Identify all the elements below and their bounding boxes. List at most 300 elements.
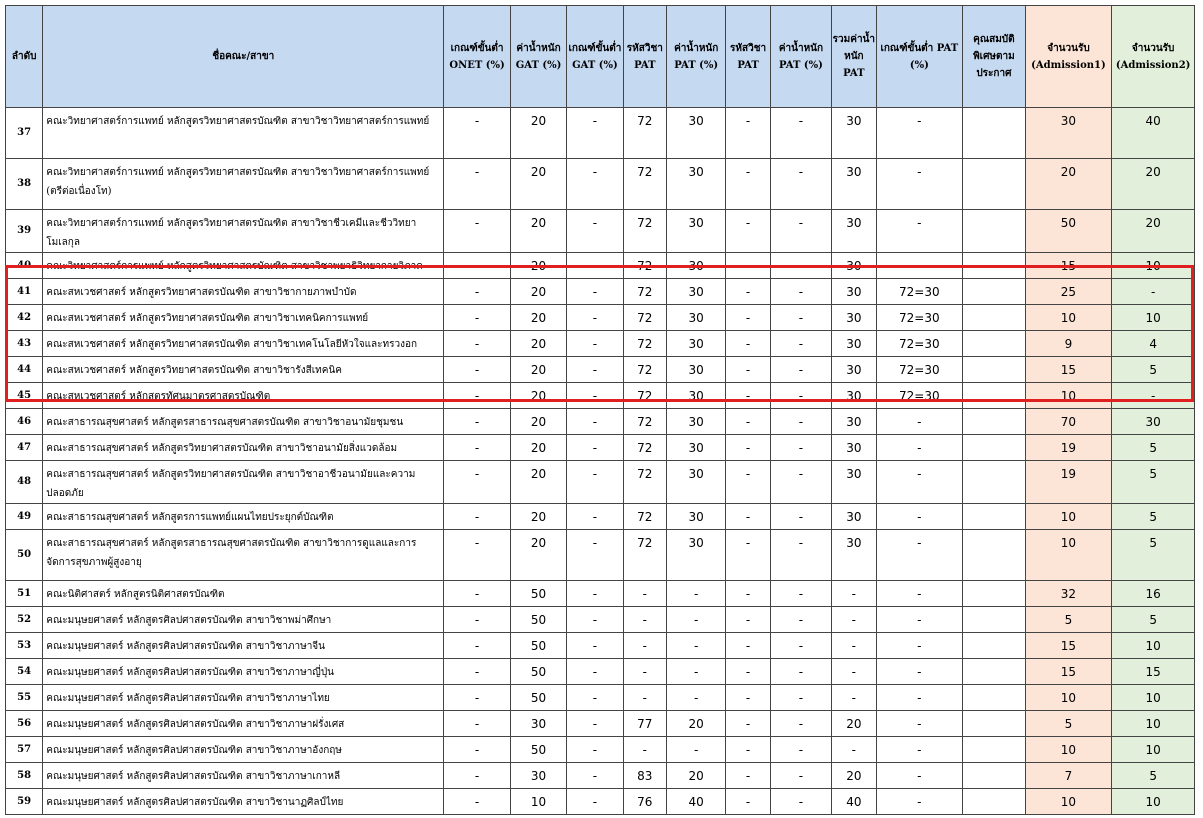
admission1-cell: 15 <box>1025 633 1112 659</box>
admission1-cell: 10 <box>1025 383 1112 409</box>
pat2-weight-cell: - <box>770 159 831 210</box>
pat1-code-cell: 76 <box>623 789 666 815</box>
pat2-weight-cell: - <box>770 108 831 159</box>
admission1-cell: 10 <box>1025 737 1112 763</box>
admission2-cell: - <box>1112 383 1195 409</box>
admission1-cell: 5 <box>1025 607 1112 633</box>
table-row <box>6 504 1195 530</box>
gat-weight-cell: 30 <box>510 711 566 737</box>
onet-min-cell: - <box>444 461 511 504</box>
row-index-cell: 46 <box>6 409 43 435</box>
pat2-code-cell: - <box>726 607 770 633</box>
special-cell <box>963 279 1025 305</box>
pat-min-cell: - <box>876 633 963 659</box>
gat-weight-cell: 50 <box>510 685 566 711</box>
pat2-code-cell: - <box>726 633 770 659</box>
special-cell <box>963 305 1025 331</box>
pat2-code-cell: - <box>726 210 770 253</box>
program-name-cell: คณะสหเวชศาสตร์ หลักสูตรวิทยาศาสตรบัณฑิต สาขาวิชากายภาพบำบัด <box>43 279 444 305</box>
admission1-cell: 32 <box>1025 581 1112 607</box>
program-name-cell: คณะสาธารณสุขศาสตร์ หลักสูตรวิทยาศาสตรบัณฑิต สาขาวิชาอาชีวอนามัยและความปลอดภัย <box>43 461 444 504</box>
pat-total-cell: 40 <box>832 789 876 815</box>
row-index-cell: 47 <box>6 435 43 461</box>
onet-min-cell: - <box>444 530 511 581</box>
pat1-code-cell: 72 <box>623 461 666 504</box>
pat1-weight-cell: - <box>666 633 725 659</box>
pat1-weight-cell: 30 <box>666 305 725 331</box>
pat1-code-cell: 72 <box>623 435 666 461</box>
pat1-weight-cell: 20 <box>666 763 725 789</box>
pat-total-cell: 30 <box>832 461 876 504</box>
program-name-cell: คณะมนุษยศาสตร์ หลักสูตรศิลปศาสตรบัณฑิต สาขาวิชาภาษาเกาหลี <box>43 763 444 789</box>
pat1-code-cell: 72 <box>623 504 666 530</box>
admission2-cell: 10 <box>1112 253 1195 279</box>
pat-total-cell: - <box>832 659 876 685</box>
admission2-cell: 5 <box>1112 763 1195 789</box>
gat-min-cell: - <box>567 530 623 581</box>
pat-min-cell: 72=30 <box>876 331 963 357</box>
special-cell <box>963 357 1025 383</box>
special-cell <box>963 789 1025 815</box>
pat-min-cell: 72=30 <box>876 383 963 409</box>
onet-min-cell: - <box>444 210 511 253</box>
pat2-weight-cell: - <box>770 435 831 461</box>
program-name-cell: คณะวิทยาศาสตร์การแพทย์ หลักสูตรวิทยาศาสตรบัณฑิต สาขาวิชาพยาธิวิทยากายวิภาค <box>43 253 444 279</box>
header-pat-total: รวมค่าน้ำหนัก PAT <box>832 6 876 108</box>
row-index-cell: 42 <box>6 305 43 331</box>
special-cell <box>963 331 1025 357</box>
special-cell <box>963 383 1025 409</box>
admission2-cell: 10 <box>1112 789 1195 815</box>
admission1-cell: 19 <box>1025 435 1112 461</box>
pat2-code-cell: - <box>726 461 770 504</box>
pat-total-cell: 20 <box>832 711 876 737</box>
onet-min-cell: - <box>444 108 511 159</box>
pat-min-cell: - <box>876 659 963 685</box>
pat-total-cell: 30 <box>832 159 876 210</box>
row-index-cell: 49 <box>6 504 43 530</box>
gat-min-cell: - <box>567 409 623 435</box>
pat1-weight-cell: - <box>666 685 725 711</box>
pat1-weight-cell: - <box>666 581 725 607</box>
gat-min-cell: - <box>567 461 623 504</box>
admission1-cell: 9 <box>1025 331 1112 357</box>
pat1-code-cell: - <box>623 607 666 633</box>
admission1-cell: 10 <box>1025 504 1112 530</box>
gat-weight-cell: 20 <box>510 279 566 305</box>
pat1-code-cell: - <box>623 633 666 659</box>
table-row <box>6 763 1195 789</box>
pat-min-cell: - <box>876 737 963 763</box>
pat1-weight-cell: 30 <box>666 435 725 461</box>
row-index-cell: 44 <box>6 357 43 383</box>
pat1-weight-cell: 30 <box>666 461 725 504</box>
onet-min-cell: - <box>444 159 511 210</box>
gat-weight-cell: 20 <box>510 108 566 159</box>
pat1-code-cell: 72 <box>623 210 666 253</box>
program-name-cell: คณะมนุษยศาสตร์ หลักสูตรศิลปศาสตรบัณฑิต สาขาวิชาพม่าศึกษา <box>43 607 444 633</box>
pat1-code-cell: 72 <box>623 279 666 305</box>
row-index-cell: 45 <box>6 383 43 409</box>
pat1-code-cell: 72 <box>623 530 666 581</box>
admission1-cell: 5 <box>1025 711 1112 737</box>
pat-min-cell: - <box>876 409 963 435</box>
table-row <box>6 737 1195 763</box>
row-index-cell: 56 <box>6 711 43 737</box>
onet-min-cell: - <box>444 383 511 409</box>
pat-min-cell: - <box>876 581 963 607</box>
program-name-cell: คณะสหเวชศาสตร์ หลักสูตรทัศนมาตรศาสตรบัณฑิต <box>43 383 444 409</box>
gat-weight-cell: 20 <box>510 357 566 383</box>
pat-min-cell: - <box>876 253 963 279</box>
pat2-weight-cell: - <box>770 383 831 409</box>
pat1-code-cell: 72 <box>623 409 666 435</box>
header-row <box>6 6 1195 108</box>
pat1-code-cell: 72 <box>623 108 666 159</box>
pat-total-cell: - <box>832 633 876 659</box>
admission1-cell: 20 <box>1025 159 1112 210</box>
table-row <box>6 210 1195 253</box>
gat-min-cell: - <box>567 711 623 737</box>
special-cell <box>963 737 1025 763</box>
admission1-cell: 7 <box>1025 763 1112 789</box>
pat-min-cell: 72=30 <box>876 357 963 383</box>
table-row <box>6 331 1195 357</box>
program-name-cell: คณะวิทยาศาสตร์การแพทย์ หลักสูตรวิทยาศาสตรบัณฑิต สาขาวิชาชีวเคมีและชีววิทยาโมเลกุล <box>43 210 444 253</box>
pat2-weight-cell: - <box>770 331 831 357</box>
pat2-weight-cell: - <box>770 279 831 305</box>
row-index-cell: 52 <box>6 607 43 633</box>
onet-min-cell: - <box>444 357 511 383</box>
admission1-cell: 50 <box>1025 210 1112 253</box>
pat2-weight-cell: - <box>770 607 831 633</box>
onet-min-cell: - <box>444 435 511 461</box>
special-cell <box>963 253 1025 279</box>
program-name-cell: คณะมนุษยศาสตร์ หลักสูตรศิลปศาสตรบัณฑิต สาขาวิชาภาษาไทย <box>43 685 444 711</box>
gat-min-cell: - <box>567 357 623 383</box>
gat-weight-cell: 20 <box>510 383 566 409</box>
table-body <box>6 108 1195 815</box>
pat2-code-cell: - <box>726 357 770 383</box>
admission2-cell: 10 <box>1112 711 1195 737</box>
gat-weight-cell: 20 <box>510 461 566 504</box>
pat-total-cell: 30 <box>832 530 876 581</box>
program-name-cell: คณะมนุษยศาสตร์ หลักสูตรศิลปศาสตรบัณฑิต สาขาวิชาภาษาอังกฤษ <box>43 737 444 763</box>
pat-min-cell: - <box>876 789 963 815</box>
pat-min-cell: - <box>876 685 963 711</box>
gat-min-cell: - <box>567 383 623 409</box>
gat-min-cell: - <box>567 279 623 305</box>
admission2-cell: 20 <box>1112 159 1195 210</box>
admission1-cell: 15 <box>1025 253 1112 279</box>
gat-weight-cell: 50 <box>510 659 566 685</box>
gat-weight-cell: 20 <box>510 253 566 279</box>
pat2-weight-cell: - <box>770 253 831 279</box>
pat2-code-cell: - <box>726 763 770 789</box>
pat1-weight-cell: - <box>666 659 725 685</box>
pat2-code-cell: - <box>726 737 770 763</box>
pat2-weight-cell: - <box>770 504 831 530</box>
header-pat1-weight: ค่าน้ำหนัก PAT (%) <box>666 6 725 108</box>
pat1-weight-cell: - <box>666 737 725 763</box>
onet-min-cell: - <box>444 789 511 815</box>
row-index-cell: 37 <box>6 108 43 159</box>
pat-total-cell: 30 <box>832 409 876 435</box>
table-row <box>6 461 1195 504</box>
special-cell <box>963 530 1025 581</box>
row-index-cell: 54 <box>6 659 43 685</box>
row-index-cell: 51 <box>6 581 43 607</box>
program-name-cell: คณะสาธารณสุขศาสตร์ หลักสูตรสาธารณสุขศาสตรบัณฑิต สาขาวิชาการดูแลและการจัดการสุขภาพผู้สูงอายุ <box>43 530 444 581</box>
pat-min-cell: - <box>876 108 963 159</box>
pat2-code-cell: - <box>726 331 770 357</box>
onet-min-cell: - <box>444 305 511 331</box>
gat-min-cell: - <box>567 685 623 711</box>
gat-weight-cell: 50 <box>510 607 566 633</box>
program-name-cell: คณะมนุษยศาสตร์ หลักสูตรศิลปศาสตรบัณฑิต สาขาวิชาภาษาจีน <box>43 633 444 659</box>
pat-min-cell: - <box>876 461 963 504</box>
table-row <box>6 253 1195 279</box>
special-cell <box>963 581 1025 607</box>
pat1-weight-cell: 30 <box>666 253 725 279</box>
gat-weight-cell: 20 <box>510 159 566 210</box>
admission2-cell: 16 <box>1112 581 1195 607</box>
pat1-code-cell: 72 <box>623 383 666 409</box>
gat-min-cell: - <box>567 210 623 253</box>
gat-weight-cell: 20 <box>510 210 566 253</box>
program-name-cell: คณะวิทยาศาสตร์การแพทย์ หลักสูตรวิทยาศาสตรบัณฑิต สาขาวิชาวิทยาศาสตร์การแพทย์ <box>43 108 444 159</box>
table-row <box>6 530 1195 581</box>
pat-min-cell: 72=30 <box>876 305 963 331</box>
pat2-code-cell: - <box>726 159 770 210</box>
pat2-code-cell: - <box>726 504 770 530</box>
table-row <box>6 279 1195 305</box>
onet-min-cell: - <box>444 607 511 633</box>
pat-total-cell: 30 <box>832 253 876 279</box>
program-name-cell: คณะสาธารณสุขศาสตร์ หลักสูตรการแพทย์แผนไทยประยุกต์บัณฑิต <box>43 504 444 530</box>
onet-min-cell: - <box>444 711 511 737</box>
gat-weight-cell: 30 <box>510 763 566 789</box>
special-cell <box>963 711 1025 737</box>
pat2-code-cell: - <box>726 108 770 159</box>
row-index-cell: 43 <box>6 331 43 357</box>
table-row <box>6 383 1195 409</box>
admission2-cell: 5 <box>1112 504 1195 530</box>
special-cell <box>963 659 1025 685</box>
onet-min-cell: - <box>444 685 511 711</box>
gat-min-cell: - <box>567 108 623 159</box>
pat2-weight-cell: - <box>770 685 831 711</box>
row-index-cell: 59 <box>6 789 43 815</box>
onet-min-cell: - <box>444 737 511 763</box>
admission2-cell: 10 <box>1112 305 1195 331</box>
pat1-weight-cell: 30 <box>666 108 725 159</box>
pat2-weight-cell: - <box>770 789 831 815</box>
header-gat-weight: ค่าน้ำหนัก GAT (%) <box>510 6 566 108</box>
row-index-cell: 53 <box>6 633 43 659</box>
pat2-code-cell: - <box>726 435 770 461</box>
gat-weight-cell: 20 <box>510 530 566 581</box>
special-cell <box>963 108 1025 159</box>
admission1-cell: 25 <box>1025 279 1112 305</box>
special-cell <box>963 633 1025 659</box>
row-index-cell: 40 <box>6 253 43 279</box>
header-pat2-weight: ค่าน้ำหนัก PAT (%) <box>770 6 831 108</box>
row-index-cell: 41 <box>6 279 43 305</box>
program-name-cell: คณะสาธารณสุขศาสตร์ หลักสูตรสาธารณสุขศาสตรบัณฑิต สาขาวิชาอนามัยชุมชน <box>43 409 444 435</box>
admission1-cell: 10 <box>1025 530 1112 581</box>
special-cell <box>963 607 1025 633</box>
gat-min-cell: - <box>567 659 623 685</box>
pat1-weight-cell: 30 <box>666 331 725 357</box>
pat-total-cell: - <box>832 737 876 763</box>
table-row <box>6 685 1195 711</box>
pat1-weight-cell: 30 <box>666 159 725 210</box>
pat2-weight-cell: - <box>770 210 831 253</box>
row-index-cell: 39 <box>6 210 43 253</box>
pat1-code-cell: 72 <box>623 305 666 331</box>
pat-min-cell: - <box>876 711 963 737</box>
pat1-code-cell: 72 <box>623 331 666 357</box>
header-special: คุณสมบัติพิเศษตามประกาศ <box>963 6 1025 108</box>
header-idx: ลำดับ <box>6 6 43 108</box>
gat-min-cell: - <box>567 305 623 331</box>
special-cell <box>963 435 1025 461</box>
onet-min-cell: - <box>444 253 511 279</box>
table-row <box>6 159 1195 210</box>
pat-min-cell: - <box>876 607 963 633</box>
gat-min-cell: - <box>567 789 623 815</box>
pat1-code-cell: - <box>623 685 666 711</box>
program-name-cell: คณะสหเวชศาสตร์ หลักสูตรวิทยาศาสตรบัณฑิต สาขาวิชาเทคนิคการแพทย์ <box>43 305 444 331</box>
pat-min-cell: 72=30 <box>876 279 963 305</box>
pat-min-cell: - <box>876 763 963 789</box>
gat-min-cell: - <box>567 435 623 461</box>
pat2-weight-cell: - <box>770 581 831 607</box>
gat-weight-cell: 20 <box>510 331 566 357</box>
pat2-weight-cell: - <box>770 530 831 581</box>
pat1-weight-cell: 30 <box>666 504 725 530</box>
gat-weight-cell: 10 <box>510 789 566 815</box>
row-index-cell: 58 <box>6 763 43 789</box>
gat-min-cell: - <box>567 607 623 633</box>
admission2-cell: 40 <box>1112 108 1195 159</box>
pat1-weight-cell: 30 <box>666 279 725 305</box>
row-index-cell: 38 <box>6 159 43 210</box>
pat2-weight-cell: - <box>770 763 831 789</box>
program-name-cell: คณะวิทยาศาสตร์การแพทย์ หลักสูตรวิทยาศาสตรบัณฑิต สาขาวิชาวิทยาศาสตร์การแพทย์ (ตรีต่อเนื่องโท) <box>43 159 444 210</box>
pat1-code-cell: - <box>623 659 666 685</box>
special-cell <box>963 210 1025 253</box>
pat2-code-cell: - <box>726 530 770 581</box>
pat-total-cell: - <box>832 581 876 607</box>
program-name-cell: คณะสหเวชศาสตร์ หลักสูตรวิทยาศาสตรบัณฑิต สาขาวิชาเทคโนโลยีหัวใจและทรวงอก <box>43 331 444 357</box>
admission1-cell: 10 <box>1025 789 1112 815</box>
pat1-code-cell: 72 <box>623 253 666 279</box>
admission2-cell: 4 <box>1112 331 1195 357</box>
pat-total-cell: - <box>832 685 876 711</box>
pat2-weight-cell: - <box>770 737 831 763</box>
admission-table <box>5 5 1195 815</box>
pat1-weight-cell: - <box>666 607 725 633</box>
header-pat1-code: รหัสวิชา PAT <box>623 6 666 108</box>
pat1-weight-cell: 30 <box>666 409 725 435</box>
header-onet-min: เกณฑ์ขั้นต่ำ ONET (%) <box>444 6 511 108</box>
table-row <box>6 659 1195 685</box>
pat1-code-cell: 72 <box>623 357 666 383</box>
table-row <box>6 305 1195 331</box>
pat1-code-cell: 72 <box>623 159 666 210</box>
table-row <box>6 409 1195 435</box>
onet-min-cell: - <box>444 504 511 530</box>
table-row <box>6 633 1195 659</box>
admission2-cell: 5 <box>1112 461 1195 504</box>
onet-min-cell: - <box>444 659 511 685</box>
program-name-cell: คณะมนุษยศาสตร์ หลักสูตรศิลปศาสตรบัณฑิต สาขาวิชาภาษาญี่ปุ่น <box>43 659 444 685</box>
gat-min-cell: - <box>567 504 623 530</box>
row-index-cell: 55 <box>6 685 43 711</box>
pat2-code-cell: - <box>726 659 770 685</box>
gat-weight-cell: 20 <box>510 435 566 461</box>
admission1-cell: 30 <box>1025 108 1112 159</box>
pat2-weight-cell: - <box>770 409 831 435</box>
header-gat-min: เกณฑ์ขั้นต่ำ GAT (%) <box>567 6 623 108</box>
onet-min-cell: - <box>444 581 511 607</box>
pat2-weight-cell: - <box>770 305 831 331</box>
gat-weight-cell: 20 <box>510 305 566 331</box>
admission1-cell: 10 <box>1025 685 1112 711</box>
pat2-code-cell: - <box>726 305 770 331</box>
onet-min-cell: - <box>444 763 511 789</box>
onet-min-cell: - <box>444 409 511 435</box>
pat1-weight-cell: 30 <box>666 530 725 581</box>
pat-min-cell: - <box>876 530 963 581</box>
pat1-weight-cell: 20 <box>666 711 725 737</box>
pat-total-cell: 30 <box>832 305 876 331</box>
onet-min-cell: - <box>444 279 511 305</box>
row-index-cell: 57 <box>6 737 43 763</box>
pat2-code-cell: - <box>726 409 770 435</box>
pat-total-cell: - <box>832 607 876 633</box>
gat-min-cell: - <box>567 581 623 607</box>
special-cell <box>963 409 1025 435</box>
pat2-code-cell: - <box>726 383 770 409</box>
admission2-cell: 15 <box>1112 659 1195 685</box>
pat2-weight-cell: - <box>770 633 831 659</box>
gat-min-cell: - <box>567 253 623 279</box>
header-pat-min: เกณฑ์ขั้นต่ำ PAT (%) <box>876 6 963 108</box>
admission1-cell: 19 <box>1025 461 1112 504</box>
pat-total-cell: 30 <box>832 357 876 383</box>
gat-min-cell: - <box>567 159 623 210</box>
row-index-cell: 48 <box>6 461 43 504</box>
pat-total-cell: 30 <box>832 435 876 461</box>
table-row <box>6 607 1195 633</box>
gat-min-cell: - <box>567 737 623 763</box>
pat2-code-cell: - <box>726 789 770 815</box>
pat1-code-cell: - <box>623 581 666 607</box>
pat1-weight-cell: 30 <box>666 210 725 253</box>
special-cell <box>963 763 1025 789</box>
pat2-code-cell: - <box>726 581 770 607</box>
program-name-cell: คณะสาธารณสุขศาสตร์ หลักสูตรวิทยาศาสตรบัณฑิต สาขาวิชาอนามัยสิ่งแวดล้อม <box>43 435 444 461</box>
admission1-cell: 15 <box>1025 659 1112 685</box>
admission2-cell: 10 <box>1112 685 1195 711</box>
pat-total-cell: 20 <box>832 763 876 789</box>
pat1-code-cell: 77 <box>623 711 666 737</box>
admission2-cell: 10 <box>1112 633 1195 659</box>
table-row <box>6 357 1195 383</box>
